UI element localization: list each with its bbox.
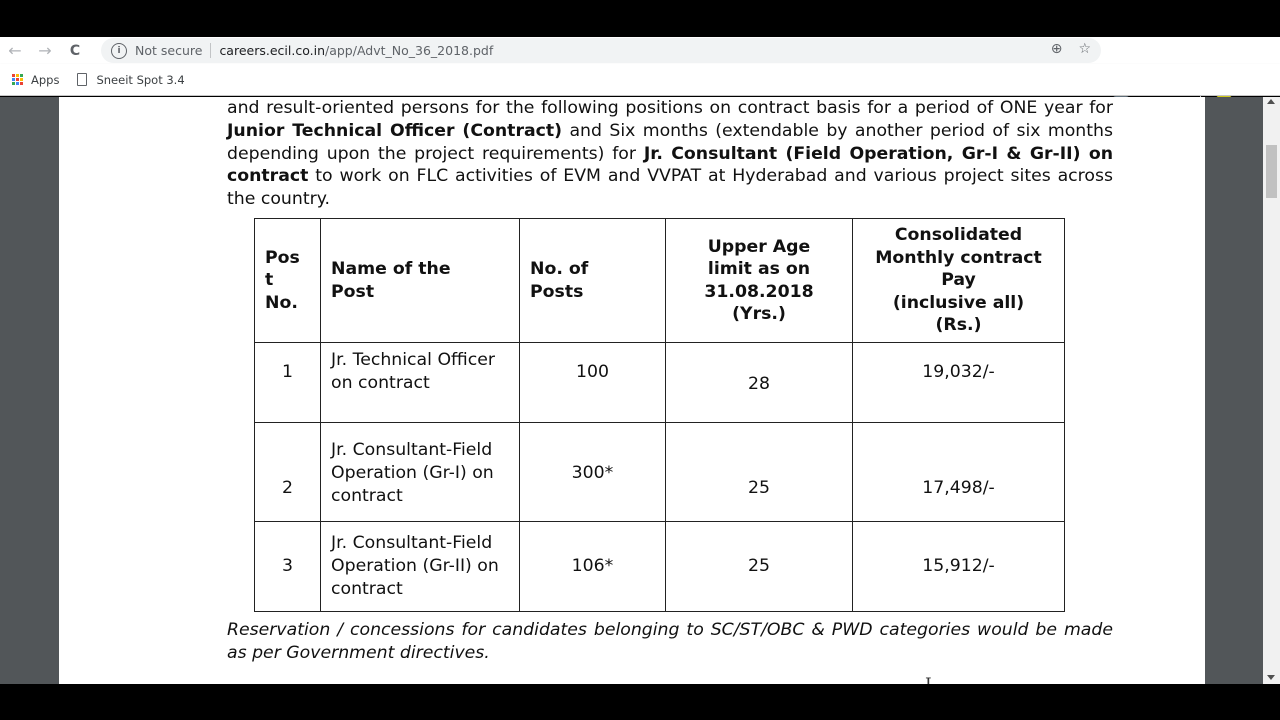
intro-text-1: and result-oriented persons for the following positions on contract basis for a period of ONE year for	[227, 98, 1113, 118]
cell-posts: 100	[520, 343, 666, 423]
cell-post-no: 3	[255, 522, 321, 612]
cell-age: 25	[666, 522, 853, 612]
table-row	[255, 522, 1065, 612]
table-header-row	[255, 219, 1065, 343]
bookmark-sneeit-spot[interactable]	[77, 73, 184, 87]
cell-pay: 15,912/-	[853, 522, 1065, 612]
address-separator	[210, 43, 211, 58]
scroll-thumb[interactable]	[1266, 145, 1277, 198]
table-row	[255, 343, 1065, 423]
header-age-limit: Upper Age limit as on 31.08.2018 (Yrs.)	[666, 219, 853, 343]
cell-posts: 106*	[520, 522, 666, 612]
bookmark-sneeit-label: Sneeit Spot 3.4	[96, 72, 185, 87]
zoom-icon[interactable]: ⊕	[1050, 41, 1063, 57]
header-post-no: Pos t No.	[255, 219, 321, 343]
forward-arrow-icon: →	[38, 41, 52, 60]
url-host: careers.ecil.co.in	[219, 43, 325, 58]
intro-paragraph	[227, 97, 1113, 211]
intro-bold-jto: Junior Technical Officer (Contract)	[227, 120, 563, 141]
reload-button[interactable]	[60, 37, 90, 64]
page-icon	[77, 73, 87, 86]
bookmark-apps-label: Apps	[31, 72, 60, 87]
scroll-up-arrow-icon[interactable]	[1267, 99, 1275, 104]
cell-post-no: 2	[255, 423, 321, 522]
address-bar[interactable]	[101, 38, 1101, 63]
cell-posts: 300*	[520, 423, 666, 522]
pdf-page	[59, 97, 1205, 697]
intro-text-2: and Six months (extendable by another period of six months depending upon the project requirements) for	[227, 120, 1113, 164]
intro-bold-consultant: Jr. Consultant (Field Operation, Gr-I & Gr-II) on contract	[227, 143, 1114, 187]
apps-grid-icon	[12, 74, 23, 85]
reload-icon: C	[69, 42, 81, 59]
video-letterbox-bottom	[0, 684, 1280, 720]
cell-name: Jr. Technical Officer on contract	[321, 343, 520, 423]
intro-text-3: to work on FLC activities of EVM and VVPAT at Hyderabad and various project sites across the country.	[227, 166, 1113, 210]
cell-pay: 19,032/-	[853, 343, 1065, 423]
vertical-scrollbar[interactable]	[1263, 97, 1280, 684]
video-letterbox-top	[0, 0, 1280, 37]
bookmarks-bar	[0, 64, 1280, 96]
bookmark-apps[interactable]	[12, 73, 59, 87]
header-pay: Consolidated Monthly contract Pay (inclusive all) (Rs.)	[853, 219, 1065, 343]
header-no-of-posts: No. of Posts	[520, 219, 666, 343]
cell-name: Jr. Consultant-Field Operation (Gr-I) on contract	[321, 423, 520, 522]
security-label: Not secure	[135, 43, 203, 58]
forward-button[interactable]	[30, 37, 60, 64]
posts-table	[254, 218, 1065, 612]
cell-name: Jr. Consultant-Field Operation (Gr-II) on contract	[321, 522, 520, 612]
reservation-note: Reservation / concessions for candidates belonging to SC/ST/OBC & PWD categories would be made as per Government directives.	[227, 620, 1113, 663]
back-button[interactable]	[0, 37, 30, 64]
bookmark-star-icon[interactable]: ☆	[1078, 41, 1091, 57]
url-path: /app/Advt_No_36_2018.pdf	[325, 43, 494, 58]
scroll-down-arrow-icon[interactable]	[1267, 675, 1275, 680]
header-name: Name of the Post	[321, 219, 520, 343]
info-icon[interactable]: i	[111, 43, 127, 59]
pdf-viewer	[0, 97, 1280, 684]
cell-age: 28	[666, 343, 853, 423]
browser-toolbar	[0, 37, 1280, 64]
cell-post-no: 1	[255, 343, 321, 423]
cell-pay: 17,498/-	[853, 423, 1065, 522]
back-arrow-icon: ←	[8, 41, 22, 60]
cell-age: 25	[666, 423, 853, 522]
table-row	[255, 423, 1065, 522]
